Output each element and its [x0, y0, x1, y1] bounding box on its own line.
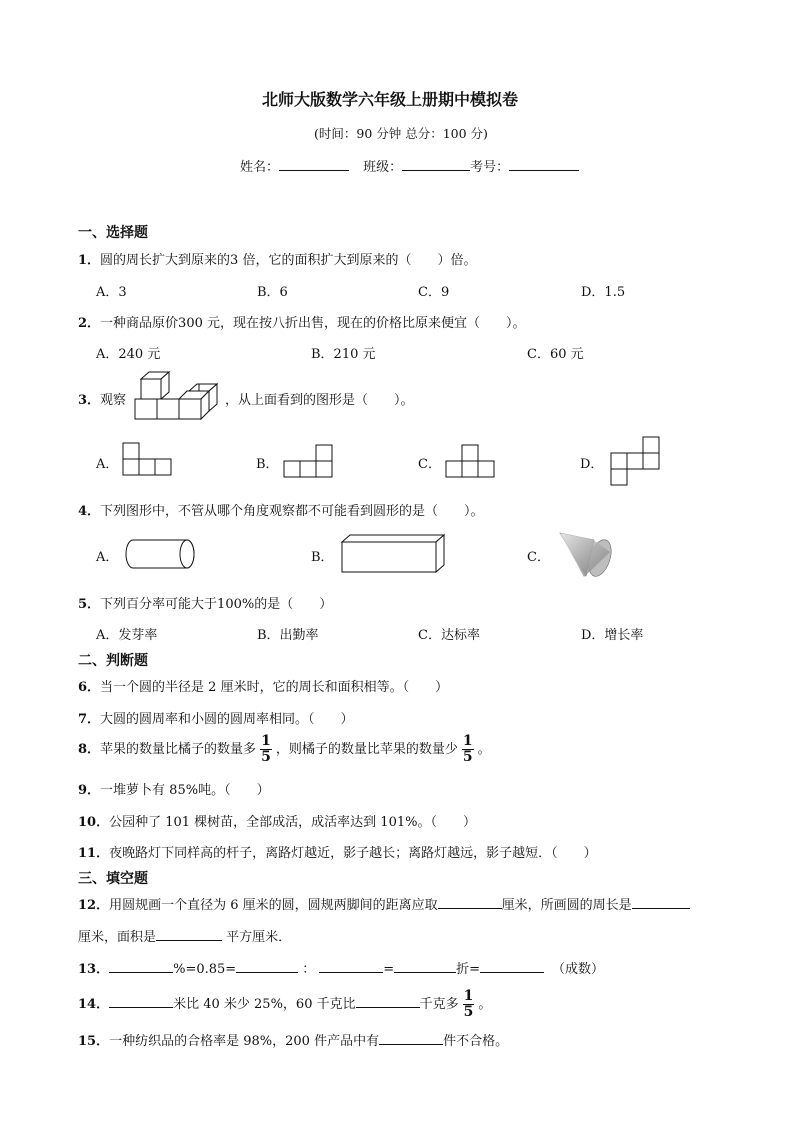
q3-option-b-squares-icon	[283, 444, 335, 478]
fraction	[260, 734, 272, 765]
question-number: 3．	[78, 393, 101, 408]
cone-figure-icon	[558, 530, 614, 578]
question-text: 圆的周长扩大到原来的3 倍，它的面积扩大到原来的（ ）倍。	[100, 253, 477, 268]
answer-blank[interactable]	[236, 960, 298, 973]
fraction-numerator: 1	[261, 733, 271, 749]
fraction	[463, 989, 475, 1020]
question-number: 10．	[78, 815, 110, 830]
exam-subtitle: (时间：90 分钟 总分：100 分)	[314, 126, 488, 141]
fraction-denominator: 5	[261, 749, 271, 765]
q5-option-b[interactable]: B．出勤率	[257, 628, 319, 643]
section-choice-heading: 一、选择题	[78, 225, 148, 241]
question-number: 6．	[78, 680, 101, 695]
question-text-c: 。	[477, 742, 491, 757]
question-6	[78, 676, 448, 695]
q3-option-c-squares-icon	[445, 444, 497, 478]
fraction-numerator: 1	[463, 988, 474, 1004]
question-3-rest: ，从上面看到的图形是（ ）。	[225, 393, 414, 408]
question-number: 9．	[78, 783, 101, 798]
answer-blank[interactable]	[156, 928, 222, 941]
answer-blank[interactable]	[438, 896, 502, 909]
question-number: 1．	[78, 253, 101, 268]
question-12	[78, 894, 690, 913]
q1-option-c[interactable]: C．9	[418, 285, 450, 300]
question-number: 8．	[78, 742, 101, 757]
q14-text-2: 千克多	[419, 997, 459, 1012]
q3-option-a-squares-icon	[122, 442, 174, 476]
fraction-numerator: 1	[462, 733, 473, 749]
answer-blank[interactable]	[319, 960, 383, 973]
cylinder-figure-icon	[125, 538, 197, 570]
q1-option-d[interactable]: D．1.5	[581, 285, 626, 300]
exam-title: 北师大版数学六年级上册期中模拟卷	[262, 90, 519, 109]
class-label: 班级：	[363, 160, 403, 175]
question-number: 5．	[78, 597, 101, 612]
q3-option-b[interactable]: B．	[256, 457, 279, 472]
answer-blank[interactable]	[379, 1032, 443, 1045]
question-text-a: 用圆规画一个直径为 6 厘米的圆，圆规两脚间的距离应取	[109, 898, 438, 913]
q4-option-a[interactable]: A．	[96, 550, 119, 565]
fraction-denominator: 5	[463, 1004, 474, 1020]
q13-text-1: %=0.85=	[173, 962, 237, 977]
q1-option-a[interactable]: A．3	[96, 285, 127, 300]
q13-text-3: =	[383, 962, 395, 977]
exam-no-blank[interactable]	[509, 158, 579, 171]
question-number: 15．	[78, 1034, 110, 1049]
q5-option-c[interactable]: C．达标率	[418, 628, 480, 643]
q14-text-1: 米比 40 米少 25%，60 千克比	[173, 997, 356, 1012]
q3-option-a[interactable]: A．	[96, 457, 119, 472]
question-number: 2．	[78, 316, 101, 331]
q5-option-a[interactable]: A．发芽率	[96, 628, 158, 643]
question-15	[78, 1030, 508, 1049]
q4-option-b[interactable]: B．	[311, 550, 334, 565]
question-2	[78, 312, 526, 331]
q2-option-b[interactable]: B．210 元	[311, 347, 376, 362]
answer-blank[interactable]	[394, 960, 456, 973]
q3-option-d-squares-icon	[610, 436, 662, 488]
exam-no-label: 考号：	[470, 160, 510, 175]
question-4	[78, 500, 484, 519]
section-judge-heading: 二、判断题	[78, 653, 148, 669]
question-10	[78, 811, 476, 830]
question-8	[78, 734, 491, 765]
answer-blank[interactable]	[356, 995, 420, 1008]
question-1	[78, 249, 476, 268]
name-label: 姓名：	[240, 160, 280, 175]
question-text-d: 平方厘米．	[222, 930, 292, 945]
answer-blank[interactable]	[480, 960, 544, 973]
question-text-a: 苹果的数量比橘子的数量多	[100, 742, 257, 757]
fraction-denominator: 5	[462, 749, 473, 765]
question-text: 一种商品原价300 元，现在按八折出售，现在的价格比原来便宜（ ）。	[100, 316, 526, 331]
class-blank[interactable]	[402, 158, 470, 171]
question-number: 12．	[78, 898, 110, 913]
q5-option-d[interactable]: D．增长率	[581, 628, 644, 643]
question-12-line-2	[78, 926, 291, 945]
question-5	[78, 593, 332, 612]
question-text: 大圆的圆周率和小圆的圆周率相同。（ ）	[100, 712, 354, 727]
answer-blank[interactable]	[632, 896, 690, 909]
question-text: 下列图形中，不管从哪个角度观察都不可能看到圆形的是（ ）。	[100, 504, 484, 519]
question-number: 14．	[78, 997, 110, 1012]
answer-blank[interactable]	[109, 960, 173, 973]
question-number: 7．	[78, 712, 101, 727]
fraction	[462, 734, 474, 765]
question-text: 当一个圆的半径是 2 厘米时，它的周长和面积相等。（ ）	[100, 680, 449, 695]
question-11	[78, 842, 597, 861]
q14-text-3: 。	[478, 997, 492, 1012]
q3-option-c[interactable]: C．	[418, 457, 441, 472]
question-13	[78, 958, 604, 977]
student-info-line	[240, 156, 579, 175]
question-text-c: 厘米，面积是	[78, 930, 157, 945]
q15-text-2: 件不合格。	[443, 1034, 509, 1049]
question-14	[78, 989, 491, 1020]
section-fill-heading: 三、填空题	[78, 871, 148, 887]
q13-text-4: 折=	[456, 962, 481, 977]
question-number: 13．	[78, 962, 110, 977]
q4-option-c[interactable]: C．	[527, 550, 550, 565]
question-text: 夜晚路灯下同样高的杆子，离路灯越近，影子越长；离路灯越远，影子越短．（ ）	[109, 846, 597, 861]
q2-option-a[interactable]: A．240 元	[96, 347, 161, 362]
question-7	[78, 708, 354, 727]
q13-text-2: ：	[302, 962, 316, 977]
name-blank[interactable]	[279, 158, 349, 171]
question-text: 下列百分率可能大于100%的是（ ）	[100, 597, 333, 612]
question-text-before: 观察	[100, 393, 127, 408]
question-text: 公园种了 101 棵树苗，全部成活，成活率达到 101%。（ ）	[109, 815, 476, 830]
question-text-b: ，则橘子的数量比苹果的数量少	[275, 742, 458, 757]
cuboid-figure-icon	[340, 534, 450, 576]
question-number: 4．	[78, 504, 101, 519]
q1-option-b[interactable]: B．6	[257, 285, 288, 300]
q3-option-d[interactable]: D．	[580, 457, 604, 472]
q2-option-c[interactable]: C．60 元	[527, 347, 584, 362]
question-text-b: 厘米，所画圆的周长是	[501, 898, 632, 913]
cube-stack-figure-icon	[133, 370, 223, 422]
question-number: 11．	[78, 846, 110, 861]
question-text: 一堆萝卜有 85%吨。（ ）	[100, 783, 270, 798]
question-3	[78, 389, 126, 408]
q13-text-5: （成数）	[552, 962, 605, 977]
q15-text-1: 一种纺织品的合格率是 98%，200 件产品中有	[109, 1034, 380, 1049]
answer-blank[interactable]	[109, 995, 173, 1008]
question-9	[78, 779, 270, 798]
